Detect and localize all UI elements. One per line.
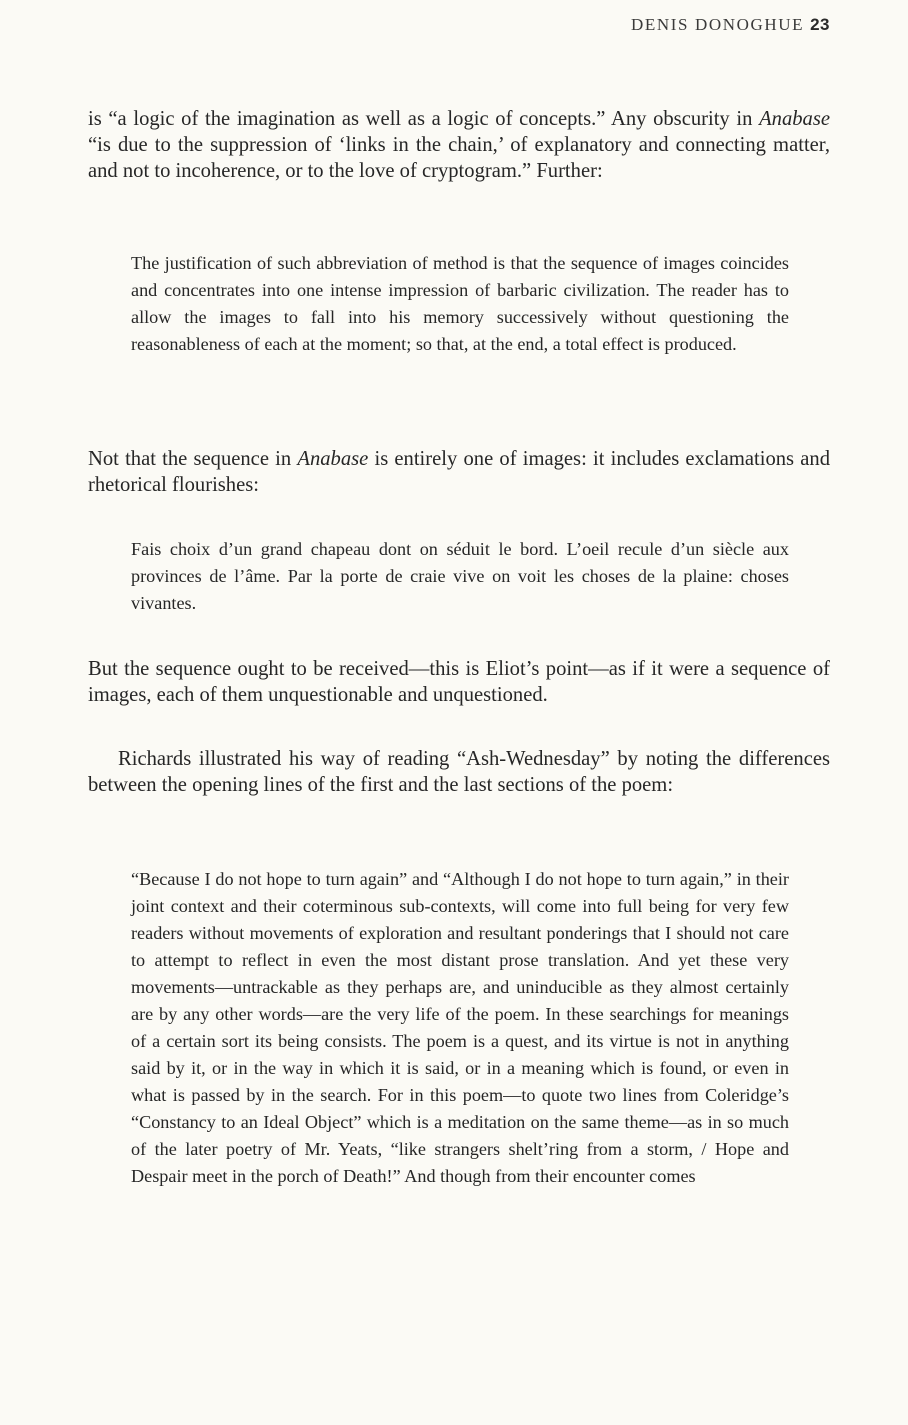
page-number: 23 <box>810 15 830 34</box>
running-head <box>631 15 830 35</box>
paragraph-1 <box>88 106 830 184</box>
paragraph-1-text-a: is “a logic of the imagination as well as a logic of concepts.” Any obscurity in <box>88 108 760 130</box>
paragraph-3: But the sequence ought to be received—this is Eliot’s point—as if it were a sequence of images, each of them unquestionable and unquestioned. <box>88 658 830 706</box>
block-quote-2: Fais choix d’un grand chapeau dont on séduit le bord. L’oeil recule d’un siècle aux provinces de l’âme. Par la porte de craie vive on voit les choses de la plaine: choses vivantes. <box>131 539 789 613</box>
paragraph-2 <box>88 446 830 498</box>
block-quote-3: “Because I do not hope to turn again” and “Although I do not hope to turn again,” in their joint context and their coterminous sub-contexts, will come into full being for very few readers without movements of exploration and resultant ponderings that I should not care to attempt to reflect in even the most distant prose translation. And yet these very movements—untrackable as they perhaps are, and uninducible as they almost certainly are by any other words—are the very life of the poem. In these searchings for meanings of a certain sort its being consists. The poem is a quest, and its virtue is not in anything said by it, or in the way in which it is said, or in a meaning which is found, or even in what is passed by in the search. For in this poem—to quote two lines from Coleridge’s “Constancy to an Ideal Object” which is a meditation on the same theme—as in so much of the later poetry of Mr. Yeats, “like strangers shelt’ring from a storm, / Hope and Despair meet in the porch of Death!” And though from their encounter comes <box>131 869 789 1186</box>
running-head-author: DENIS DONOGHUE <box>631 15 805 34</box>
paragraph-2-title: Anabase <box>297 448 369 470</box>
paragraph-4: Richards illustrated his way of reading “Ash-Wednesday” by noting the differences between the opening lines of the first and the last sections of the poem: <box>88 748 830 796</box>
paragraph-1-title: Anabase <box>759 108 830 130</box>
paragraph-2-text-a: Not that the sequence in <box>88 448 298 470</box>
paragraph-2-text-b: is entirely one of images: it includes exclamations and rhetorical flourishes: <box>88 448 830 496</box>
block-quote-1: The justification of such abbreviation of method is that the sequence of images coincides and concentrates into one intense impression of barbaric civilization. The reader has to allow the images to fall into his memory successively without questioning the reasonableness of each at the moment; so that, at the end, a total effect is produced. <box>131 253 789 354</box>
paragraph-1-text-b: “is due to the suppression of ‘links in the chain,’ of explanatory and connecting matter, and not to incoherence, or to the love of cryptogram.” Further: <box>88 134 830 182</box>
